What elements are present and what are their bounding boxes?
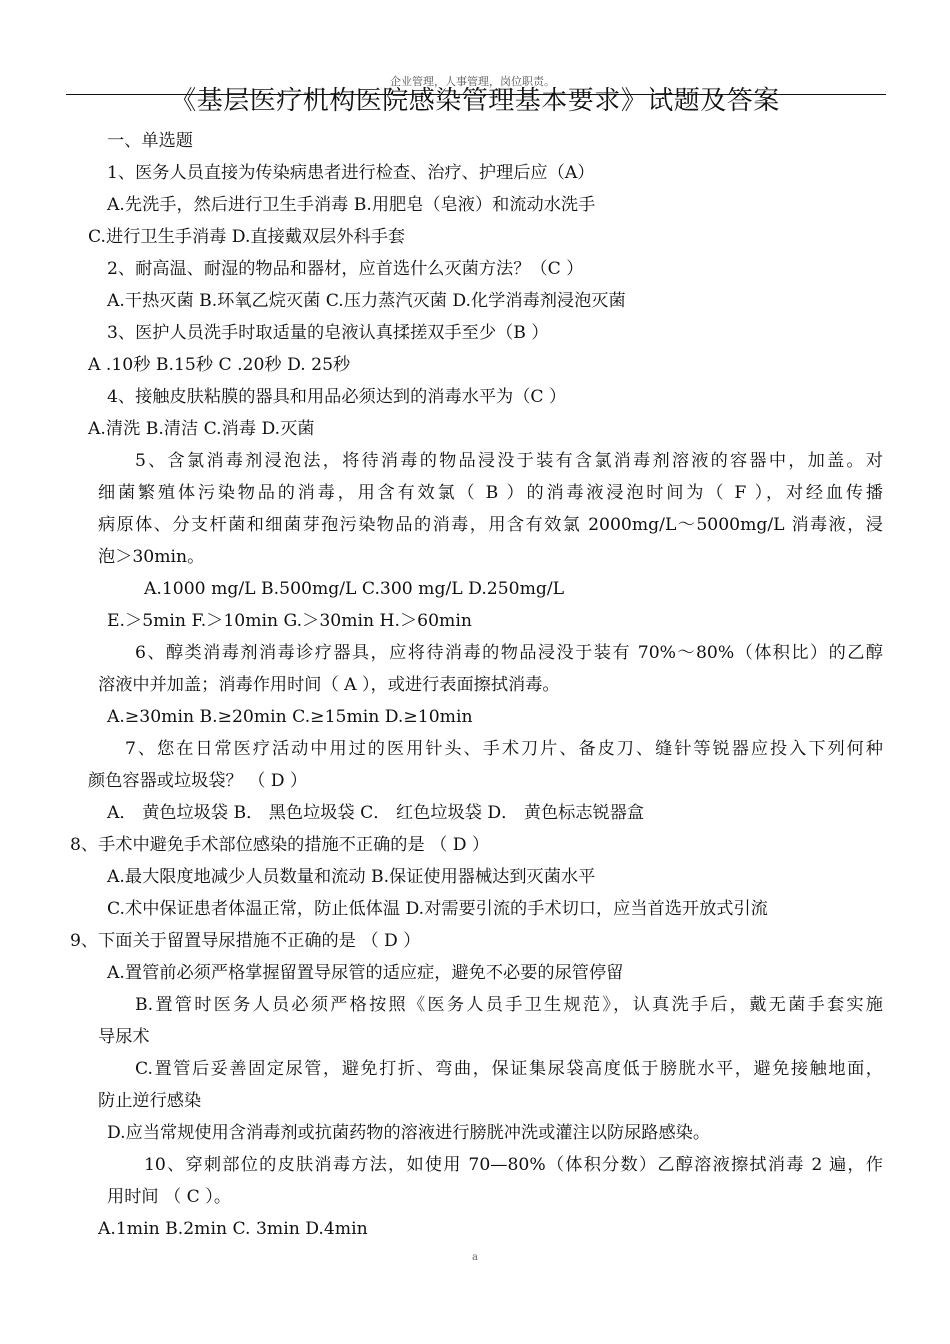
question-9-stem: 9、下面关于留置导尿措施不正确的是 （ D ） xyxy=(70,931,421,951)
question-5-stem-line2: 细菌繁殖体污染物品的消毒，用含有效氯（ B ）的消毒液浸泡时间为（ F ），对经血传播 xyxy=(98,483,883,503)
question-9-option-c-line1: C.置管后妥善固定尿管，避免打折、弯曲，保证集尿袋高度低于膀胱水平，避免接触地面， xyxy=(135,1059,883,1079)
question-6-stem-line1: 6、醇类消毒剂消毒诊疗器具，应将待消毒的物品浸没于装有 70%～80%（体积比）的乙醇 xyxy=(135,643,883,663)
question-7-stem-line2: 颜色容器或垃圾袋？ （ D ） xyxy=(88,771,308,791)
question-3-options: A .10秒 B.15秒 C .20秒 D. 25秒 xyxy=(88,355,351,375)
question-10-stem-line1: 10、穿刺部位的皮肤消毒方法，如使用 70—80%（体积分数）乙醇溶液擦拭消毒 2 遍，作 xyxy=(144,1155,883,1175)
question-9-option-d: D.应当常规使用含消毒剂或抗菌药物的溶液进行膀胱冲洗或灌注以防尿路感染。 xyxy=(107,1123,711,1143)
section-heading: 一、单选题 xyxy=(107,131,193,151)
question-4-stem: 4、接触皮肤粘膜的器具和用品必须达到的消毒水平为（C ） xyxy=(107,387,567,407)
question-8-options-line2: C.术中保证患者体温正常，防止低体温 D.对需要引流的手术切口，应当首选开放式引流 xyxy=(107,899,768,919)
question-10-stem-line2: 用时间 （ C ）。 xyxy=(107,1187,232,1207)
question-8-options-line1: A.最大限度地减少人员数量和流动 B.保证使用器械达到灭菌水平 xyxy=(107,867,596,887)
question-5-options-line1: A.1000 mg/L B.500mg/L C.300 mg/L D.250mg/L xyxy=(144,579,565,599)
question-3-stem: 3、医护人员洗手时取适量的皂液认真揉搓双手至少（B ） xyxy=(107,323,549,343)
question-9-option-c-line2: 防止逆行感染 xyxy=(98,1091,202,1111)
question-6-stem-line2: 溶液中并加盖；消毒作用时间（ A ），或进行表面擦拭消毒。 xyxy=(98,675,560,695)
page-title: 《基层医疗机构医院感染管理基本要求》试题及答案 xyxy=(170,86,780,116)
question-9-option-b-line2: 导尿术 xyxy=(98,1027,150,1047)
question-1-options-line2: C.进行卫生手消毒 D.直接戴双层外科手套 xyxy=(88,227,406,247)
question-2-stem: 2、耐高温、耐湿的物品和器材，应首选什么灭菌方法？（C ） xyxy=(107,259,584,279)
question-6-options: A.≥30min B.≥20min C.≥15min D.≥10min xyxy=(107,707,473,727)
title-strike-rule xyxy=(66,94,886,95)
question-9-option-b-line1: B.置管时医务人员必须严格按照《医务人员手卫生规范》，认真洗手后，戴无菌手套实施 xyxy=(135,995,883,1015)
question-5-options-line2: E.＞5min F.＞10min G.＞30min H.＞60min xyxy=(107,611,472,631)
question-5-stem-line3: 病原体、分支杆菌和细菌芽孢污染物品的消毒，用含有效氯 2000mg/L～5000mg/L 消毒液，浸 xyxy=(98,515,883,535)
question-1-options-line1: A.先洗手，然后进行卫生手消毒 B.用肥皂（皂液）和流动水洗手 xyxy=(107,195,596,215)
question-5-stem-line1: 5、含氯消毒剂浸泡法，将待消毒的物品浸没于装有含氯消毒剂溶液的容器中，加盖。对 xyxy=(135,451,883,471)
question-1-stem: 1、医务人员直接为传染病患者进行检查、治疗、护理后应（A） xyxy=(107,163,595,183)
question-10-options: A.1min B.2min C. 3min D.4min xyxy=(98,1219,368,1239)
question-7-stem-line1: 7、您在日常医疗活动中用过的医用针头、手术刀片、备皮刀、缝针等锐器应投入下列何种 xyxy=(125,739,883,759)
footer-mark: a xyxy=(472,1252,478,1263)
question-2-options: A.干热灭菌 B.环氧乙烷灭菌 C.压力蒸汽灭菌 D.化学消毒剂浸泡灭菌 xyxy=(107,291,626,311)
question-9-option-a: A.置管前必须严格掌握留置导尿管的适应症，避免不必要的尿管停留 xyxy=(107,963,624,983)
question-7-options: A． 黄色垃圾袋 B． 黑色垃圾袋 C． 红色垃圾袋 D． 黄色标志锐器盒 xyxy=(107,803,645,823)
header-note: 企业管理，人事管理，岗位职责。 xyxy=(390,75,555,88)
question-8-stem: 8、手术中避免手术部位感染的措施不正确的是 （ D ） xyxy=(70,835,490,855)
question-5-stem-line4: 泡＞30min。 xyxy=(98,547,205,567)
question-4-options: A.清洗 B.清洁 C.消毒 D.灭菌 xyxy=(88,419,315,439)
